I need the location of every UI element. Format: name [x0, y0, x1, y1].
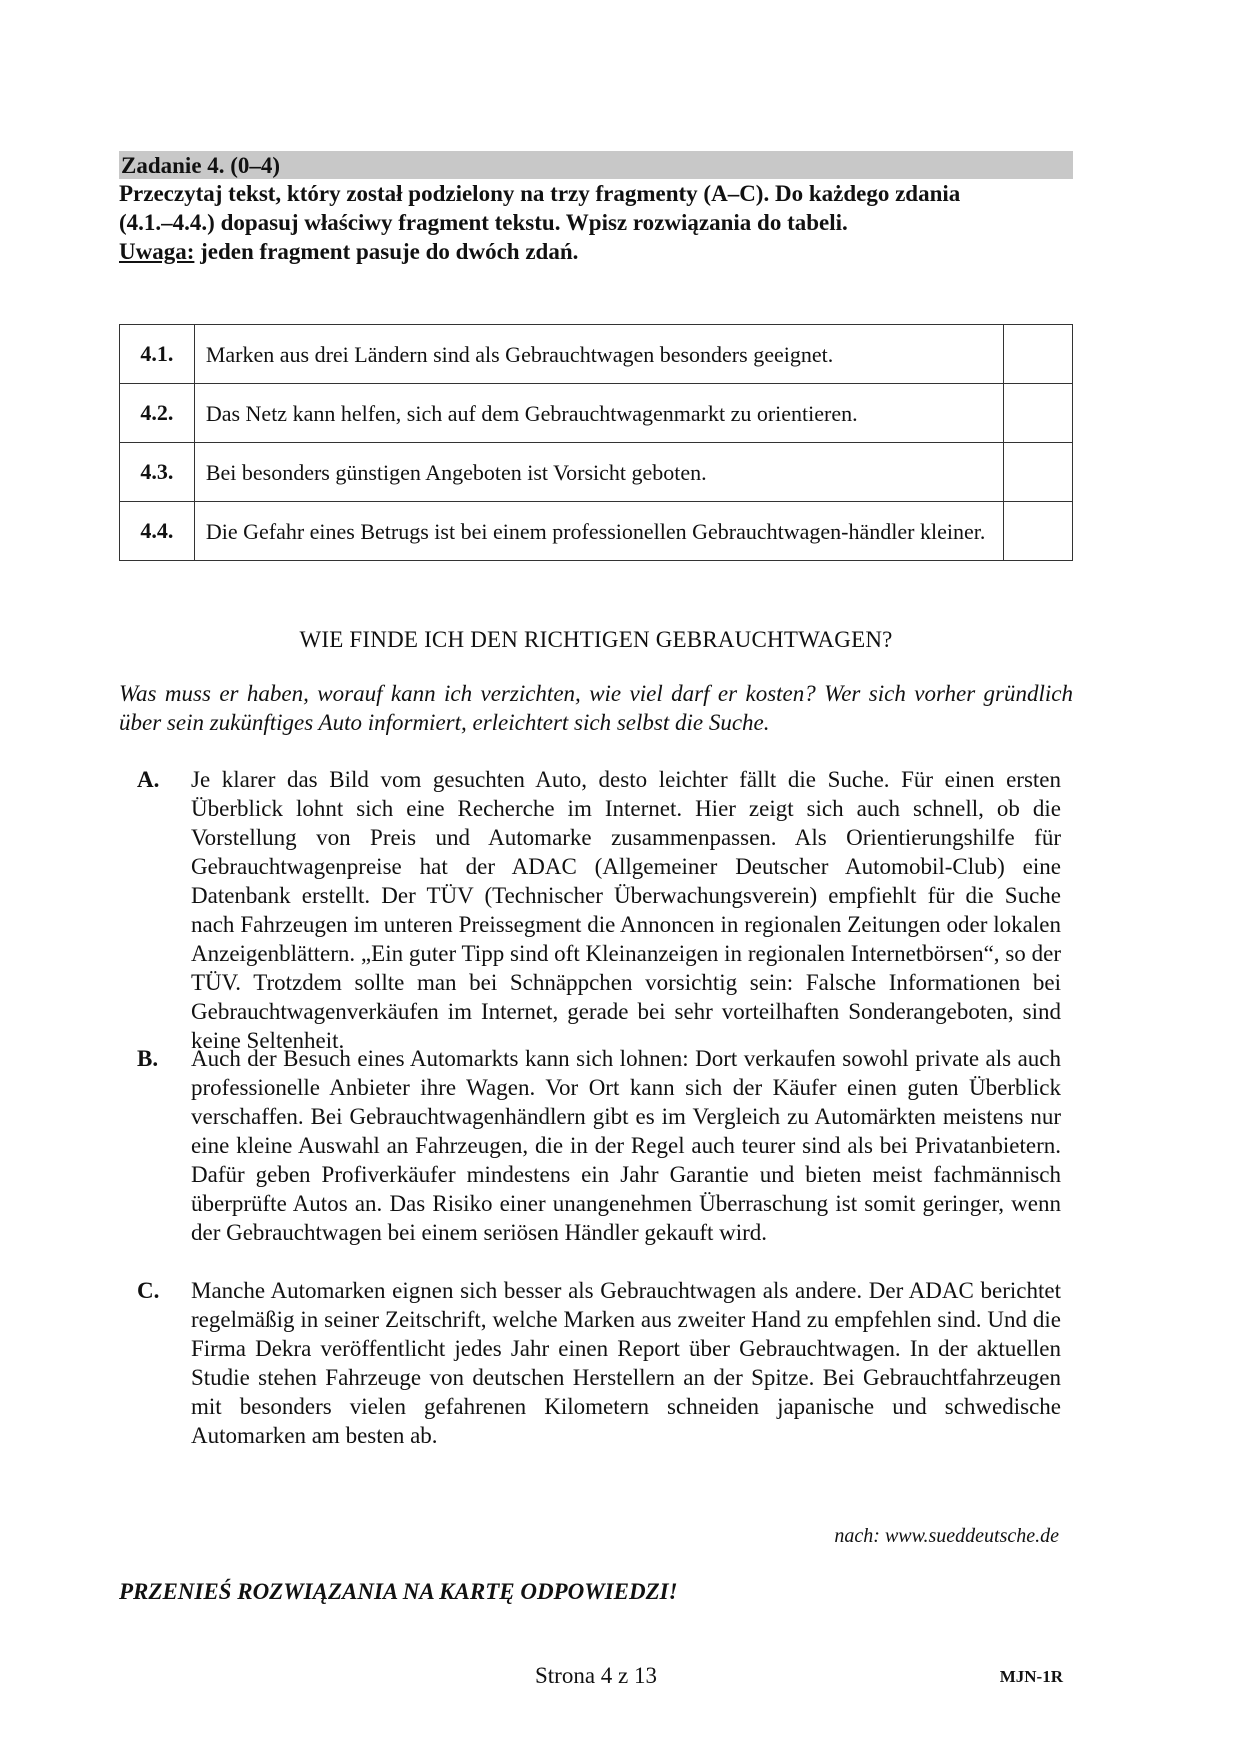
- section-text: Manche Automarken eignen sich besser als Gebrauchtwagen als andere. Der ADAC berichtet regelmäßig in seiner Zeitschrift, welche Marken aus zweiter Hand zu empfehlen sind. Und die Firma Dekra veröffentlicht jedes Jahr einen Report über Gebrauchtwagen. In der aktuellen Studie stehen Fahrzeuge von deutschen Herstellern an der Spitze. Bei Gebrauchtfahrzeugen mit besonders vielen gefahrenen Kilometern schneiden japanische und schwedische Automarken am besten ab.: [191, 1278, 1061, 1448]
- answer-cell[interactable]: [1004, 384, 1073, 443]
- exam-code: MJN-1R: [999, 1667, 1063, 1686]
- page-number: Strona 4 z 13: [534, 1663, 657, 1688]
- item-sentence: Die Gefahr eines Betrugs ist bei einem professionellen Gebrauchtwagen-händler kleiner.: [194, 502, 1003, 561]
- task-note: [119, 237, 1073, 266]
- item-sentence: Marken aus drei Ländern sind als Gebrauchtwagen besonders geeignet.: [194, 325, 1003, 384]
- exam-page: [119, 151, 1073, 1688]
- item-number: 4.4.: [120, 502, 195, 561]
- article-title: WIE FINDE ICH DEN RICHTIGEN GEBRAUCHTWAGEN?: [299, 627, 893, 652]
- section-letter: A.: [137, 767, 160, 792]
- section-text: Je klarer das Bild vom gesuchten Auto, desto leichter fällt die Suche. Für einen ersten Überblick lohnt sich eine Recherche im Internet. Hier zeigt sich auch schnell, ob die Vorstellung von Preis und Automarke zusammenpassen. Als Orientierungshilfe für Gebrauchtwagenpreise hat der ADAC (Allgemeiner Deutscher Automobil-Club) eine Datenbank erstellt. Der TÜV (Technischer Überwachungsverein) empfiehlt für die Suche nach Fahrzeugen im unteren Preissegment die Annoncen in regionalen Zeitungen oder lokalen Anzeigenblättern. „Ein guter Tipp sind oft Kleinanzeigen in regionalen Internetbörsen“, so der TÜV. Trotzdem sollte man bei Schnäppchen vorsichtig sein: Falsche Informationen bei Gebrauchtwagenverkäufen im Internet, gerade bei sehr vorteilhaften Sonderangeboten, sind keine Seltenheit.: [191, 767, 1061, 1053]
- table-row: [120, 443, 1073, 502]
- section-letter: B.: [137, 1046, 159, 1071]
- instruction-line: (4.1.–4.4.) dopasuj właściwy fragment tekstu. Wpisz rozwiązania do tabeli.: [119, 210, 848, 235]
- item-sentence: Bei besonders günstigen Angeboten ist Vorsicht geboten.: [194, 443, 1003, 502]
- answer-cell[interactable]: [1004, 502, 1073, 561]
- article-source: nach: www.sueddeutsche.de: [834, 1525, 1059, 1547]
- answer-cell[interactable]: [1004, 325, 1073, 384]
- transfer-note: PRZENIEŚ ROZWIĄZANIA NA KARTĘ ODPOWIEDZI!: [119, 1579, 678, 1604]
- note-label: Uwaga:: [119, 239, 195, 264]
- instruction-line: Przeczytaj tekst, który został podzielony na trzy fragmenty (A–C). Do każdego zdania: [119, 181, 961, 206]
- item-number: 4.2.: [120, 384, 195, 443]
- answer-table: [119, 324, 1073, 561]
- task-instructions: [119, 179, 1073, 266]
- note-text: jeden fragment pasuje do dwóch zdań.: [194, 239, 579, 264]
- answer-cell[interactable]: [1004, 443, 1073, 502]
- item-number: 4.3.: [120, 443, 195, 502]
- section-text: Auch der Besuch eines Automarkts kann sich lohnen: Dort verkaufen sowohl private als auch professionelle Anbieter ihre Wagen. Vor Ort kann sich der Käufer einen guten Überblick verschaffen. Bei Gebrauchtwagenhändlern gibt es im Vergleich zu Automärkten meistens nur eine kleine Auswahl an Fahrzeugen, die in der Regel auch teurer sind als bei Privatanbietern. Dafür geben Profiverkäufer mindestens ein Jahr Garantie und bieten meist fachmännisch überprüfte Autos an. Das Risiko einer unangenehmen Überraschung ist somit geringer, wenn der Gebrauchtwagen bei einem seriösen Händler gekauft wird.: [191, 1046, 1061, 1245]
- table-row: [120, 384, 1073, 443]
- table-row: [120, 325, 1073, 384]
- task-header: Zadanie 4. (0–4): [119, 151, 1073, 179]
- section-letter: C.: [137, 1278, 160, 1303]
- item-sentence: Das Netz kann helfen, sich auf dem Gebrauchtwagenmarkt zu orientieren.: [194, 384, 1003, 443]
- item-number: 4.1.: [120, 325, 195, 384]
- article-lead: Was muss er haben, worauf kann ich verzichten, wie viel darf er kosten? Wer sich vorher gründlich über sein zukünftiges Auto informiert, erleichtert sich selbst die Suche.: [119, 681, 1073, 735]
- table-row: [120, 502, 1073, 561]
